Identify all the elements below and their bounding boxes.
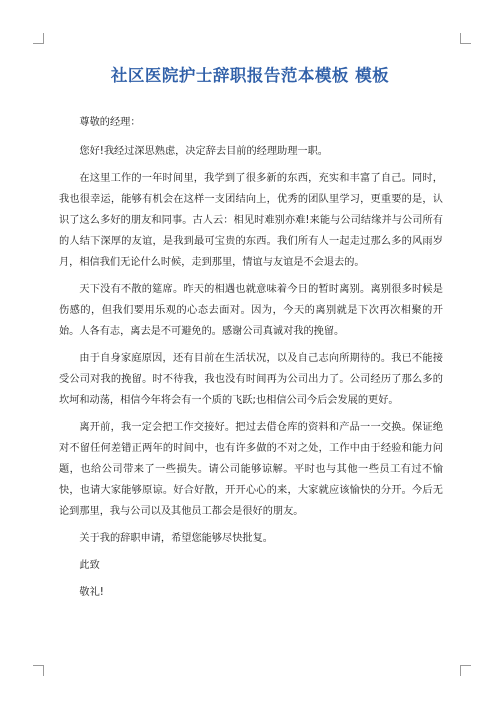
document-body <box>59 112 443 609</box>
crop-mark-bottom-right <box>460 665 471 676</box>
paragraph: 您好!我经过深思熟虑，决定辞去目前的经理助理一职。 <box>79 146 328 157</box>
crop-mark-top-left <box>33 33 44 44</box>
crop-mark-bottom-left <box>33 665 44 676</box>
paragraph: 离开前，我一定会把工作交接好。把过去借仓库的资料和产品一一交换。保证绝对不留任何差错正两年的时间中，也有许多做的不对之处，工作中由于经验和能力问题，也给公司带来了一些损失。请公司能够谅解。平时也与其他一些员工有过不愉快，也请大家能够原谅。好合好散，开开心心的来，大家就应该愉快的分开。今后无论到那里，我与公司以及其他员工都会是很好的朋友。 <box>59 422 443 517</box>
paragraph: 关于我的辞职申请，希望您能够尽快批复。 <box>79 533 273 544</box>
paragraph: 在这里工作的一年时间里，我学到了很多新的东西，充实和丰富了自己。同时，我也很幸运，能够有机会在这样一支团结向上，优秀的团队里学习，更重要的是，认识了这么多好的朋友和同事。古人云：相见时难别亦难!来能与公司结缘并与公司所有的人结下深厚的友谊，是我到最可宝贵的东西。我们所有人一起走过那么多的风雨岁月，相信我们无论什么时候，走到那里，情谊与友谊是不会退去的。 <box>59 173 443 268</box>
crop-mark-top-right <box>460 33 471 44</box>
document-title: 社区医院护士辞职报告范本模板 模板 <box>110 66 390 85</box>
paragraph: 由于自身家庭原因，还有目前在生活状况，以及自己志向所期待的。我已不能接受公司对我的挽留。时不待我，我也没有时间再为公司出力了。公司经历了那么多的坎坷和动荡，相信今年将会有一个质的飞跃;也相信公司今后会发展的更好。 <box>59 353 443 406</box>
closing-regards: 敬礼! <box>79 587 104 598</box>
closing-line: 此致 <box>79 560 100 571</box>
salutation: 尊敬的经理： <box>79 117 141 128</box>
paragraph: 天下没有不散的筵席。昨天的相遇也就意味着今日的暂时离别。离别很多时候是伤感的，但我们要用乐观的心态去面对。因为，今天的离别就是下次再次相聚的开始。人各有志，离去是不可避免的。感谢公司真诚对我的挽留。 <box>59 284 443 337</box>
